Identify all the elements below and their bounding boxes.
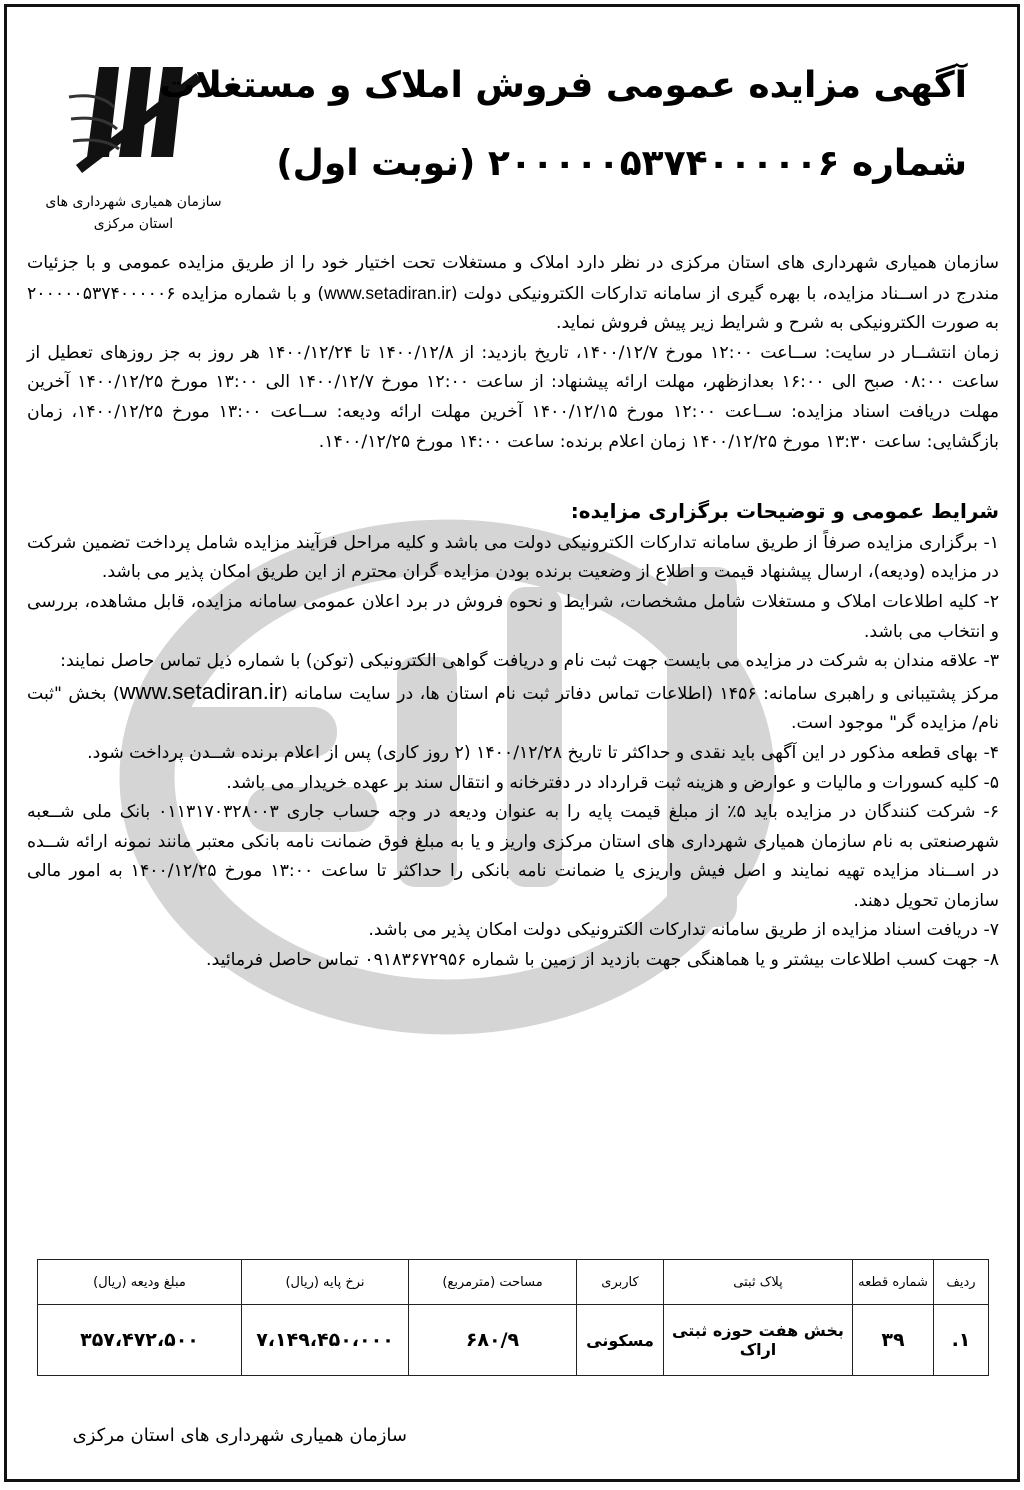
condition-item-1: ۱- برگزاری مزایده صرفاً از طریق سامانه تدارکات الکترونیکی دولت می باشد و کلیه مراحل فرآیند مزایده شامل پرداخت تضمین شرکت در مزایده (ودیعه)، ارسال پیشنهاد قیمت و اطلاع از وضعیت برنده بودن مزایده گران محترم از این طریق امکان پذیر می باشد. <box>27 532 999 583</box>
cell-base-price: ۷،۱۴۹،۴۵۰،۰۰۰ <box>242 1305 409 1376</box>
setadiran-url-link[interactable]: www.setadiran.ir <box>324 282 451 303</box>
header-row-number: ردیف <box>934 1260 989 1305</box>
support-center-paragraph <box>27 677 999 739</box>
property-table <box>37 1259 989 1376</box>
auction-notice-page <box>4 4 1020 1482</box>
logo-caption-line2: استان مرکزی <box>93 216 174 232</box>
notice-title <box>159 47 967 203</box>
cell-deposit-amount: ۳۵۷،۴۷۲،۵۰۰ <box>38 1305 242 1376</box>
footer-signature: سازمان همیاری شهرداری های استان مرکزی <box>72 1425 407 1446</box>
header-plot-number: شماره قطعه <box>853 1260 934 1305</box>
cell-area: ۶۸۰/۹ <box>409 1305 577 1376</box>
cell-plot-number: ۳۹ <box>853 1305 934 1376</box>
header-deposit-amount: مبلغ ودیعه (ریال) <box>38 1260 242 1305</box>
header-registration-plate: پلاک ثبتی <box>664 1260 853 1305</box>
intro-paragraph <box>27 249 999 339</box>
condition-item-5: ۵- کلیه کسورات و مالیات و عوارض و هزینه ثبت قرارداد در دفترخانه و انتقال سند بر عهده خریدار می باشد. <box>226 772 999 793</box>
support-text-part1: مرکز پشتیبانی و راهبری سامانه: ۱۴۵۶ (اطلاعات تماس دفاتر ثبت نام استان ها، در سایت سامانه ( <box>281 683 1000 704</box>
title-line-1: آگهی مزایده عمومی فروش املاک و مستغلات <box>159 65 967 106</box>
header-area: مساحت (مترمربع) <box>409 1260 577 1305</box>
title-line-2: شماره ۲۰۰۰۰۰۵۳۷۴۰۰۰۰۰۶ (نوبت اول) <box>276 143 967 184</box>
conditions-heading: شرایط عمومی و توضیحات برگزاری مزایده: <box>570 499 999 524</box>
cell-row-number: ۱. <box>934 1305 989 1376</box>
notice-body <box>27 249 999 976</box>
condition-item-8: ۸- جهت کسب اطلاعات بیشتر و یا هماهنگی جهت بازدید از زمین با شماره ۰۹۱۸۳۶۷۲۹۵۶ تماس حاصل فرمائید. <box>206 950 999 971</box>
intro-text-part1: سازمان همیاری شهرداری های استان مرکزی در نظر دارد املاک و مستغلات تحت اختیار خود را از طریق مزایده عمومی و با جزئیات مندرج در اســناد مزایده، با بهره گیری از سامانه تدارکات الکترونیکی دولت ( <box>27 253 999 304</box>
condition-item-3: ۳- علاقه مندان به شرکت در مزایده می بایست جهت ثبت نام و دریافت گواهی الکترونیکی (توکن) با شماره ذیل تماس حاصل نمایند: <box>60 651 999 672</box>
condition-item-2: ۲- کلیه اطلاعات املاک و مستغلات شامل مشخصات، شرایط و نحوه فروش در برد اعلان عمومی سامانه مزایده، قابل مشاهده، بررسی و انتخاب می باشد. <box>27 591 999 642</box>
condition-item-6: ۶- شرکت کنندگان در مزایده باید ۵٪ از مبلغ قیمت پایه را به عنوان ودیعه در وجه حساب جاری ۰۱۱۳۱۷۰۳۲۸۰۰۳ بانک ملی شــعبه شهرصنعتی به نام سازمان همیاری شهرداری های استان مرکزی واریز و یا به مبلغ فوق ضمانت نامه بانکی معتبر مانند نمونه ارائه شــده در اســناد مزایده تهیه نمایند و اصل فیش واریزی یا ضمانت نامه بانکی را حداکثر تا ساعت ۱۳:۰۰ مورخ ۱۴۰۰/۱۲/۲۵ به امور مالی سازمان تحویل دهند. <box>27 802 999 911</box>
table-row <box>38 1305 989 1376</box>
schedule-paragraph: زمان انتشــار در سایت: ســاعت ۱۲:۰۰ مورخ ۱۴۰۰/۱۲/۷، تاریخ بازدید: از ۱۴۰۰/۱۲/۸ تا ۱۴۰۰/۱۲/۲۴ هر روز به جز روزهای تعطیل از ساعت ۰۸:۰۰ صبح الی ۱۶:۰۰ بعدازظهر، مهلت ارائه پیشنهاد: از ساعت ۱۲:۰۰ مورخ ۱۴۰۰/۱۲/۷ الی ۱۳:۰۰ مورخ ۱۴۰۰/۱۲/۲۵ آخرین مهلت دریافت اسناد مزایده: ســاعت ۱۲:۰۰ مورخ ۱۴۰۰/۱۲/۱۵ آخرین مهلت ارائه ودیعه: ســاعت ۱۳:۰۰ مورخ ۱۴۰۰/۱۲/۲۵، زمان بازگشایی: ساعت ۱۳:۳۰ مورخ ۱۴۰۰/۱۲/۲۵ زمان اعلام برنده: ساعت ۱۴:۰۰ مورخ ۱۴۰۰/۱۲/۲۵. <box>27 342 1000 452</box>
header-base-price: نرخ پایه (ریال) <box>242 1260 409 1305</box>
cell-usage: مسکونی <box>577 1305 664 1376</box>
header-usage: کاربری <box>577 1260 664 1305</box>
support-text-part2: ) بخش "ثبت نام/ مزایده گر" موجود است. <box>27 683 999 734</box>
condition-item-4: ۴- بهای قطعه مذکور در این آگهی باید نقدی و حداکثر تا تاریخ ۱۴۰۰/۱۲/۲۸ (۲ روز کاری) پس از اعلام برنده شــدن پرداخت شود. <box>87 742 999 763</box>
support-setadiran-url-link[interactable]: www.setadiran.ir <box>119 678 282 704</box>
condition-item-7: ۷- دریافت اسناد مزایده از طریق سامانه تدارکات الکترونیکی دولت امکان پذیر می باشد. <box>368 920 999 941</box>
logo-caption-line1: سازمان همیاری شهرداری های <box>45 194 222 210</box>
cell-registration-plate: بخش هفت حوزه ثبتی اراک <box>664 1305 853 1376</box>
table-header-row <box>38 1260 989 1305</box>
intro-text-part2: ) و با شماره مزایده ۲۰۰۰۰۰۵۳۷۴۰۰۰۰۰۶ به صورت الکترونیکی به شرح و شرایط زیر پیش فروش نماید. <box>27 283 999 334</box>
